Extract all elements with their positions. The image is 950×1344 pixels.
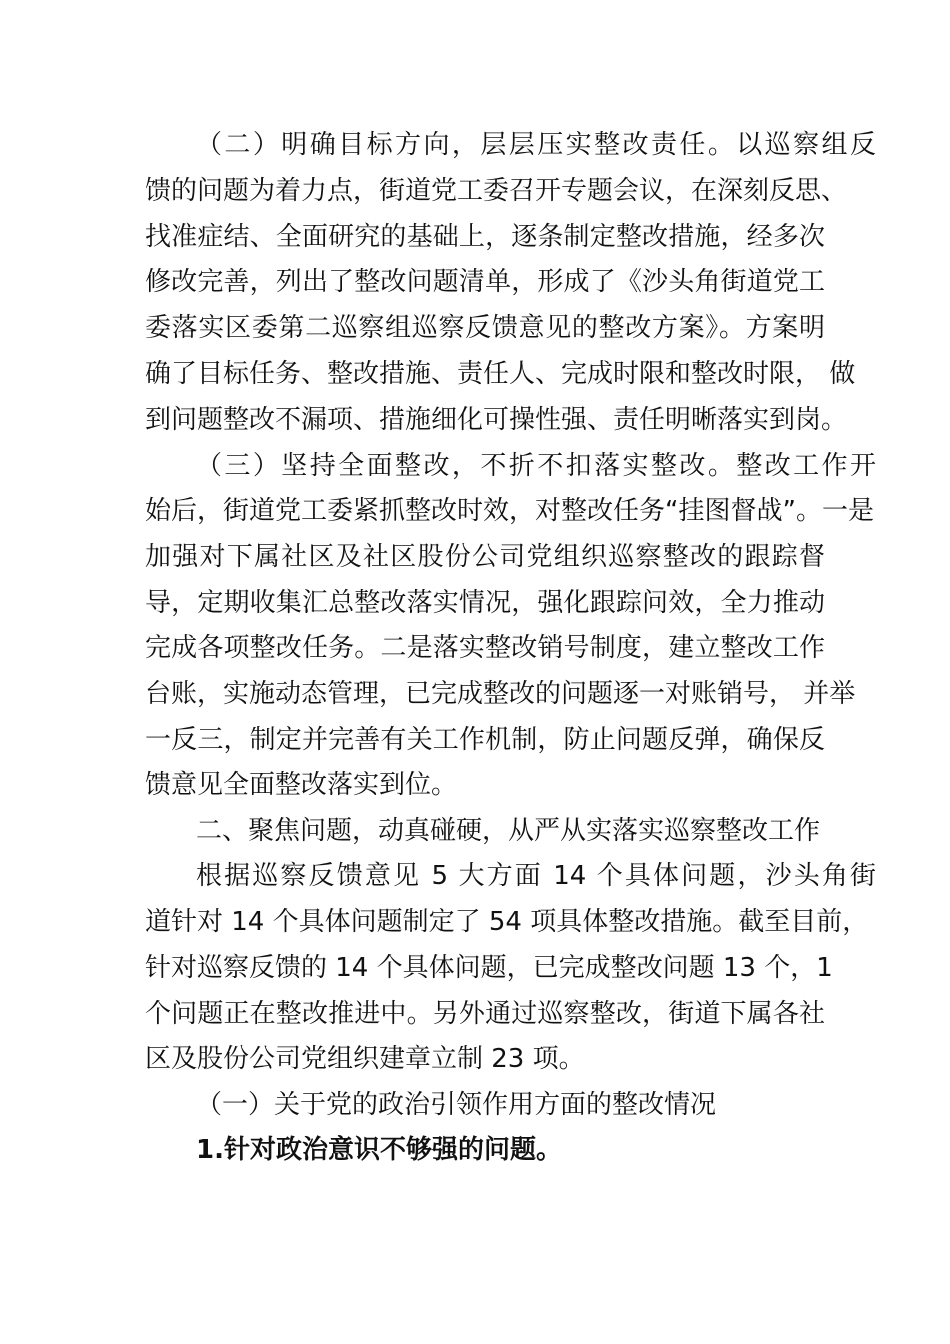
paragraph-line: 委落实区委第二巡察组巡察反馈意见的整改方案》。方案明 — [145, 313, 825, 343]
paragraph-line: （二）明确目标方向，层层压实整改责任。以巡察组反 — [196, 130, 876, 160]
paragraph-line: 针对巡察反馈的 14 个具体问题，已完成整改问题 13 个，1 — [145, 953, 833, 983]
paragraph-line: 始后，街道党工委紧抓整改时效，对整改任务“挂图督战”。一是 — [145, 496, 874, 526]
paragraph-line: 一反三，制定并完善有关工作机制，防止问题反弹，确保反 — [145, 725, 825, 755]
paragraph-line: 馈的问题为着力点，街道党工委召开专题会议，在深刻反思、 — [145, 176, 848, 206]
paragraph-line: 馈意见全面整改落实到位。 — [145, 770, 458, 800]
paragraph-line: 到问题整改不漏项、措施细化可操性强、责任明晰落实到岗。 — [145, 405, 848, 435]
paragraph-line: 修改完善，列出了整改问题清单，形成了《沙头角街道党工 — [145, 267, 825, 297]
paragraph-line: 完成各项整改任务。二是落实整改销号制度，建立整改工作 — [145, 633, 825, 663]
paragraph-line: 确了目标任务、整改措施、责任人、完成时限和整改时限， 做 — [145, 359, 856, 389]
item-heading: 1.针对政治意识不够强的问题。 — [196, 1135, 562, 1165]
paragraph-line: 加强对下属社区及社区股份公司党组织巡察整改的跟踪督 — [145, 542, 825, 572]
paragraph-line: 道针对 14 个具体问题制定了 54 项具体整改措施。截至目前， — [145, 907, 869, 937]
paragraph-line: （三）坚持全面整改，不折不扣落实整改。整改工作开 — [196, 451, 876, 481]
paragraph-line: 区及股份公司党组织建章立制 23 项。 — [145, 1044, 585, 1074]
paragraph-line: 导，定期收集汇总整改落实情况，强化跟踪问效，全力推动 — [145, 588, 825, 618]
section-heading: 二、聚焦问题，动真碰硬，从严从实落实巡察整改工作 — [196, 816, 821, 846]
paragraph-line: 找准症结、全面研究的基础上，逐条制定整改措施，经多次 — [145, 222, 825, 252]
subsection-heading: （一）关于党的政治引领作用方面的整改情况 — [196, 1090, 717, 1120]
paragraph-line: 根据巡察反馈意见 5 大方面 14 个具体问题，沙头角街 — [196, 861, 876, 891]
paragraph-line: 台账，实施动态管理，已完成整改的问题逐一对账销号， 并举 — [145, 679, 856, 709]
paragraph-line: 个问题正在整改推进中。另外通过巡察整改，街道下属各社 — [145, 999, 825, 1029]
